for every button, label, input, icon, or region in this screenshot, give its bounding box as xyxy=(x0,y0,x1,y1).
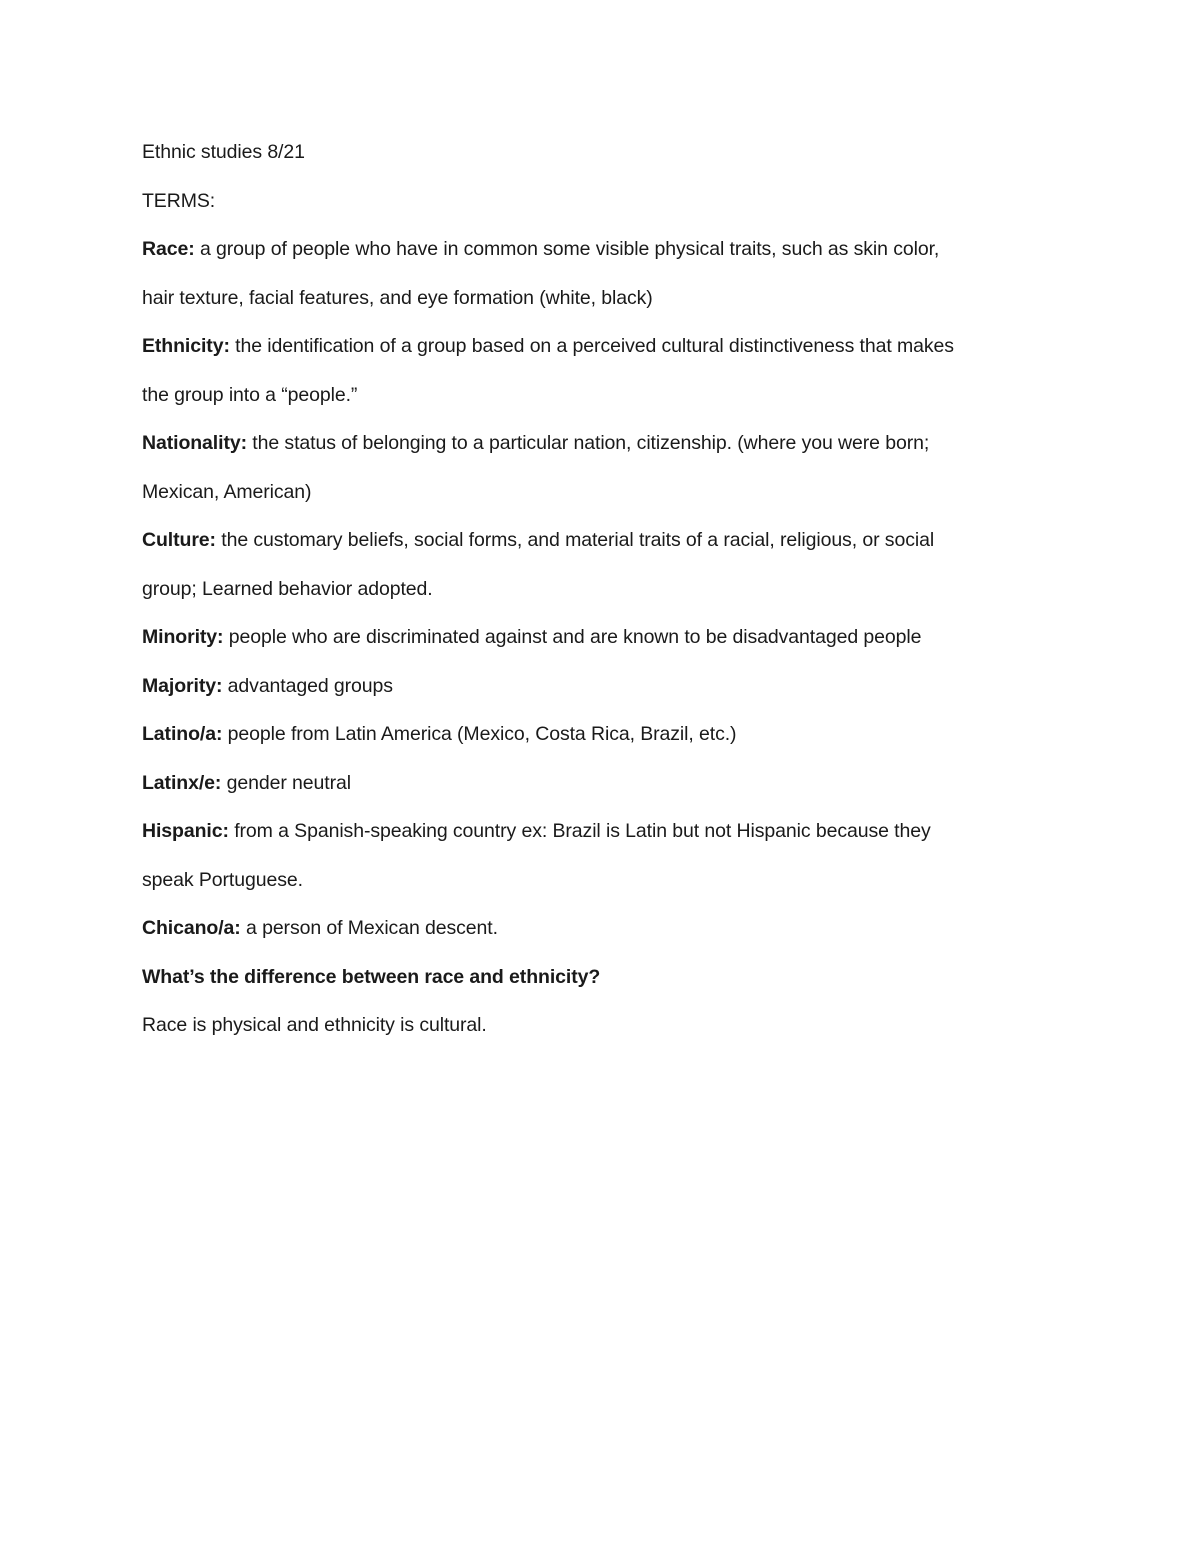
term-majority xyxy=(142,670,1082,719)
term-minority xyxy=(142,621,1082,670)
term-definition-continued: hair texture, facial features, and eye formation (white, black) xyxy=(142,286,653,309)
term-definition-continued: speak Portuguese. xyxy=(142,868,303,891)
term-latinx xyxy=(142,767,1082,816)
term-name: Latinx/e: xyxy=(142,771,222,794)
document-body xyxy=(142,136,1082,1058)
term-definition: advantaged groups xyxy=(222,674,393,697)
term-name: Race: xyxy=(142,238,195,260)
term-definition: from a Spanish-speaking country ex: Brazil is Latin but not Hispanic because they xyxy=(228,820,931,842)
term-race xyxy=(142,233,1082,282)
term-definition: gender neutral xyxy=(221,771,351,794)
term-ethnicity xyxy=(142,330,1082,379)
term-name: Nationality: xyxy=(142,432,247,454)
term-definition: a person of Mexican descent. xyxy=(240,917,498,939)
term-culture xyxy=(142,524,1082,573)
term-name: Minority: xyxy=(142,626,224,648)
term-name: Majority: xyxy=(142,674,223,697)
term-definition: a group of people who have in common some visible physical traits, such as skin color, xyxy=(194,238,940,260)
term-name: Hispanic: xyxy=(142,820,229,842)
term-latino xyxy=(142,718,1082,767)
term-name: Culture: xyxy=(142,529,216,551)
document-header: Ethnic studies 8/21 xyxy=(142,141,305,163)
term-definition-continued: group; Learned behavior adopted. xyxy=(142,577,433,600)
term-definition-continued: Mexican, American) xyxy=(142,480,312,503)
term-name: Ethnicity: xyxy=(142,335,230,357)
term-chicano xyxy=(142,912,1082,961)
question-heading: What’s the difference between race and ethnicity? xyxy=(142,965,601,988)
term-name: Chicano/a: xyxy=(142,917,241,939)
term-definition-continued: the group into a “people.” xyxy=(142,383,358,406)
term-definition: the identification of a group based on a perceived cultural distinctiveness that makes xyxy=(229,335,954,357)
term-hispanic xyxy=(142,815,1082,864)
section-label: TERMS: xyxy=(142,189,216,212)
term-name: Latino/a: xyxy=(142,723,223,745)
term-nationality xyxy=(142,427,1082,476)
term-definition: people from Latin America (Mexico, Costa Rica, Brazil, etc.) xyxy=(222,723,737,745)
answer-text: Race is physical and ethnicity is cultural. xyxy=(142,1014,487,1036)
term-definition: the status of belonging to a particular nation, citizenship. (where you were born; xyxy=(246,432,930,454)
term-definition: the customary beliefs, social forms, and material traits of a racial, religious, or social xyxy=(215,529,935,551)
term-definition: people who are discriminated against and are known to be disadvantaged people xyxy=(223,626,922,648)
